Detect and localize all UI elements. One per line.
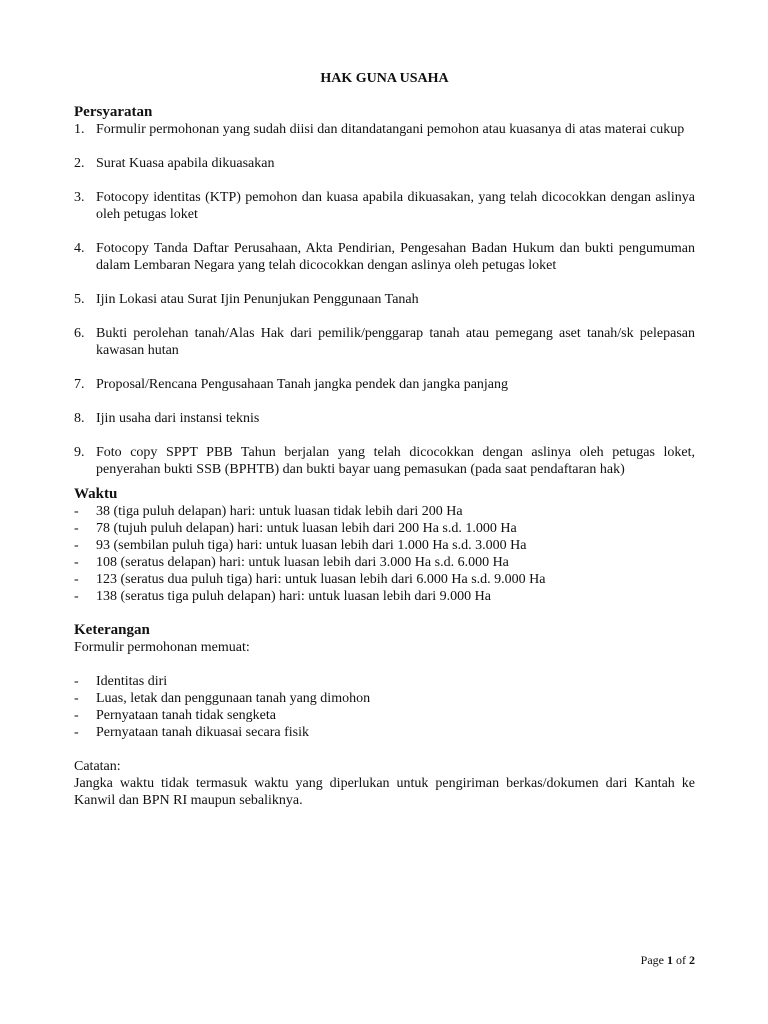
list-item xyxy=(74,189,695,223)
item-text: 93 (sembilan puluh tiga) hari: untuk luasan lebih dari 1.000 Ha s.d. 3.000 Ha xyxy=(96,538,527,553)
item-text: Fotocopy Tanda Daftar Perusahaan, Akta Pendirian, Pengesahan Badan Hukum dan bukti pengumuman dalam Lembaran Negara yang telah dicocokkan dengan aslinya oleh petugas loket xyxy=(96,241,695,273)
total-pages: 2 xyxy=(689,953,695,967)
list-item xyxy=(74,554,695,571)
notes-list xyxy=(74,673,695,741)
item-text: Luas, letak dan penggunaan tanah yang dimohon xyxy=(96,691,371,706)
spacer xyxy=(74,605,695,622)
item-text: Identitas diri xyxy=(96,674,168,689)
list-item xyxy=(74,588,695,605)
item-text: Surat Kuasa apabila dikuasakan xyxy=(96,156,275,171)
document-title: HAK GUNA USAHA xyxy=(320,71,449,86)
remark-text: Jangka waktu tidak termasuk waktu yang diperlukan untuk pengiriman berkas/dokumen dari Kantah ke Kanwil dan BPN RI maupun sebaliknya. xyxy=(74,776,695,808)
list-item xyxy=(74,325,695,359)
item-number: 3. xyxy=(74,190,85,205)
requirements-heading: Persyaratan xyxy=(74,104,153,120)
list-item xyxy=(74,155,695,172)
item-number: 8. xyxy=(74,411,85,426)
item-number: 1. xyxy=(74,122,85,137)
dash-bullet: - xyxy=(74,504,79,519)
list-item xyxy=(74,520,695,537)
dash-bullet: - xyxy=(74,572,79,587)
item-text: Bukti perolehan tanah/Alas Hak dari pemilik/penggarap tanah atau pemegang aset tanah/sk pelepasan kawasan hutan xyxy=(96,326,695,358)
remark-label: Catatan: xyxy=(74,759,121,774)
item-text: Pernyataan tanah tidak sengketa xyxy=(96,708,276,723)
list-item xyxy=(74,444,695,478)
list-item xyxy=(74,571,695,588)
item-text: 78 (tujuh puluh delapan) hari: untuk luasan lebih dari 200 Ha s.d. 1.000 Ha xyxy=(96,521,517,536)
item-text: 108 (seratus delapan) hari: untuk luasan lebih dari 3.000 Ha s.d. 6.000 Ha xyxy=(96,555,509,570)
time-heading: Waktu xyxy=(74,486,118,502)
dash-bullet: - xyxy=(74,555,79,570)
list-item xyxy=(74,690,695,707)
item-text: 123 (seratus dua puluh tiga) hari: untuk luasan lebih dari 6.000 Ha s.d. 9.000 Ha xyxy=(96,572,546,587)
item-number: 5. xyxy=(74,292,85,307)
list-item xyxy=(74,673,695,690)
item-text: 38 (tiga puluh delapan) hari: untuk luasan tidak lebih dari 200 Ha xyxy=(96,504,463,519)
list-item xyxy=(74,240,695,274)
time-list xyxy=(74,503,695,605)
list-item xyxy=(74,503,695,520)
dash-bullet: - xyxy=(74,691,79,706)
page-word: Page xyxy=(640,953,664,967)
list-item xyxy=(74,410,695,427)
item-text: Ijin usaha dari instansi teknis xyxy=(96,411,260,426)
list-item xyxy=(74,291,695,308)
item-text: Pernyataan tanah dikuasai secara fisik xyxy=(96,725,310,740)
item-text: Proposal/Rencana Pengusahaan Tanah jangka pendek dan jangka panjang xyxy=(96,377,509,392)
item-number: 2. xyxy=(74,156,85,171)
document-body xyxy=(74,70,695,809)
dash-bullet: - xyxy=(74,538,79,553)
list-item xyxy=(74,537,695,554)
list-item xyxy=(74,724,695,741)
current-page: 1 xyxy=(667,953,673,967)
item-text: Foto copy SPPT PBB Tahun berjalan yang telah dicocokkan dengan aslinya oleh petugas loket, penyerahan bukti SSB (BPHTB) dan bukti bayar uang pemasukan (pada saat pendaftaran hak) xyxy=(96,445,695,477)
page-number xyxy=(641,952,695,969)
dash-bullet: - xyxy=(74,521,79,536)
item-text: Formulir permohonan yang sudah diisi dan ditandatangani pemohon atau kuasanya di atas materai cukup xyxy=(96,122,685,137)
item-text: Fotocopy identitas (KTP) pemohon dan kuasa apabila dikuasakan, yang telah dicocokkan dengan aslinya oleh petugas loket xyxy=(96,190,695,222)
notes-intro: Formulir permohonan memuat: xyxy=(74,640,250,655)
requirements-list xyxy=(74,121,695,478)
notes-heading: Keterangan xyxy=(74,622,150,638)
spacer xyxy=(74,656,695,673)
of-word: of xyxy=(676,953,686,967)
item-text: Ijin Lokasi atau Surat Ijin Penunjukan Penggunaan Tanah xyxy=(96,292,419,307)
item-number: 9. xyxy=(74,445,85,460)
item-text: 138 (seratus tiga puluh delapan) hari: untuk luasan lebih dari 9.000 Ha xyxy=(96,589,492,604)
dash-bullet: - xyxy=(74,708,79,723)
item-number: 7. xyxy=(74,377,85,392)
dash-bullet: - xyxy=(74,674,79,689)
item-number: 4. xyxy=(74,241,85,256)
spacer xyxy=(74,741,695,758)
list-item xyxy=(74,376,695,393)
list-item xyxy=(74,707,695,724)
list-item xyxy=(74,121,695,138)
dash-bullet: - xyxy=(74,589,79,604)
item-number: 6. xyxy=(74,326,85,341)
dash-bullet: - xyxy=(74,725,79,740)
